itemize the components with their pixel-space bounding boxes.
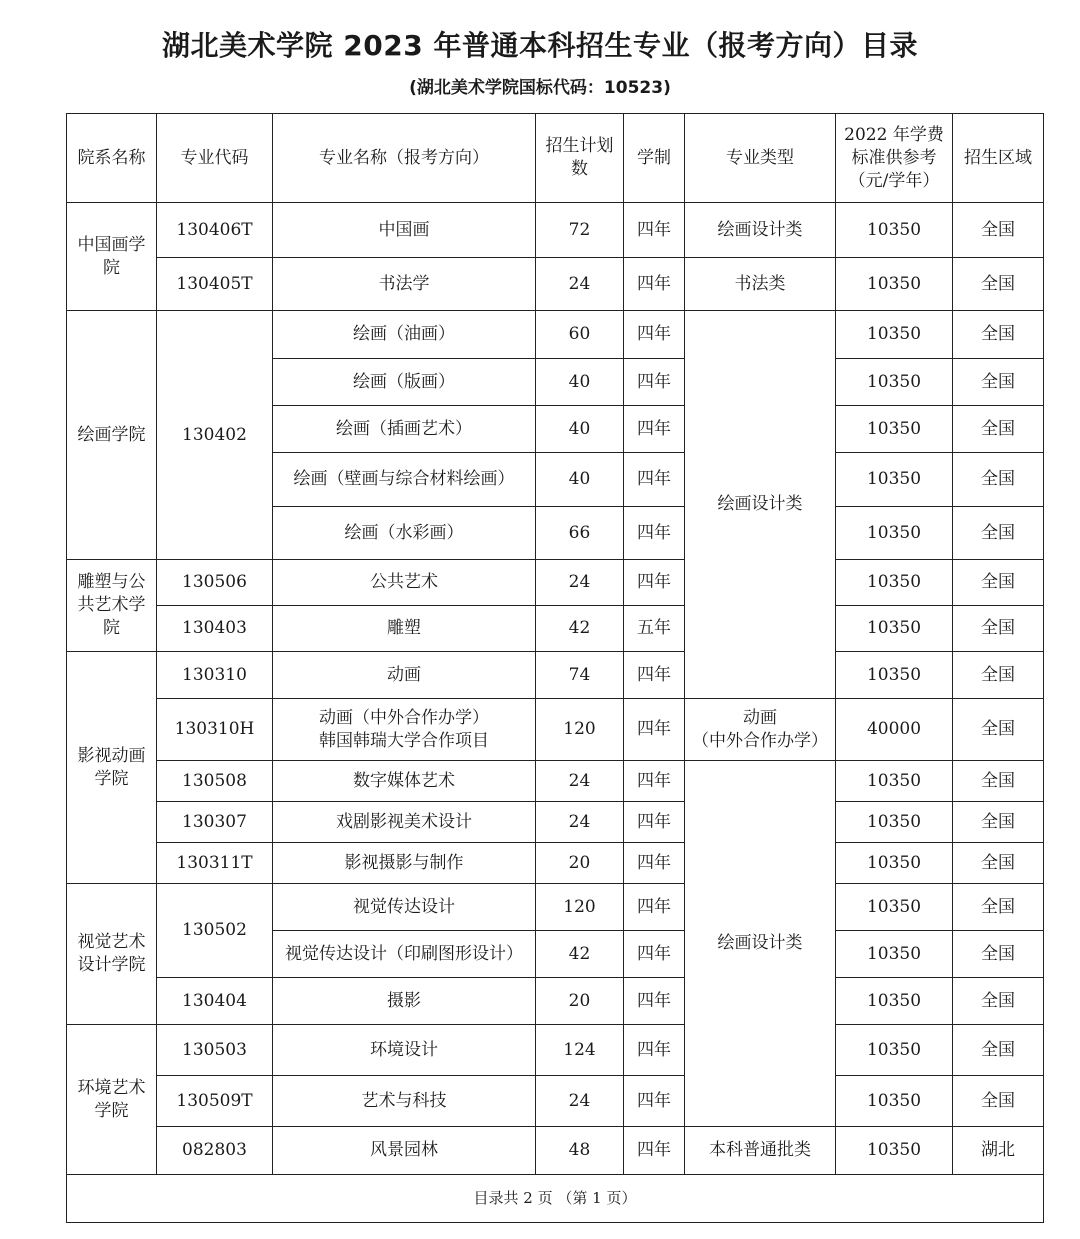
table-row: [67, 311, 1044, 359]
region-cell: 全国: [953, 406, 1044, 453]
duration-cell: 四年: [624, 258, 685, 311]
code-cell: 130403: [157, 606, 273, 652]
fee-cell: 10350: [836, 311, 953, 359]
header-fee-line3: （元/学年）: [848, 170, 940, 191]
plan-cell: 24: [536, 1076, 624, 1127]
plan-cell: 24: [536, 560, 624, 606]
code-cell: 130406T: [157, 203, 273, 258]
code-cell: 130311T: [157, 843, 273, 884]
name-cell: 雕塑: [273, 606, 536, 652]
dept-cell: [67, 203, 157, 311]
catalog-table: [66, 113, 1044, 1223]
dept-line: 院: [103, 257, 120, 278]
type-line: 动画: [743, 707, 777, 728]
duration-cell: 四年: [624, 453, 685, 507]
duration-cell: 四年: [624, 1076, 685, 1127]
fee-cell: 10350: [836, 359, 953, 406]
name-cell: 中国画: [273, 203, 536, 258]
header-type: 专业类型: [685, 114, 836, 203]
duration-cell: 四年: [624, 507, 685, 560]
name-cell: 影视摄影与制作: [273, 843, 536, 884]
name-cell: 绘画（插画艺术）: [273, 406, 536, 453]
duration-cell: 四年: [624, 560, 685, 606]
table-row: [67, 606, 1044, 652]
duration-cell: 四年: [624, 1127, 685, 1175]
region-cell: 全国: [953, 843, 1044, 884]
duration-cell: 四年: [624, 1025, 685, 1076]
name-cell: 风景园林: [273, 1127, 536, 1175]
fee-cell: 10350: [836, 406, 953, 453]
header-plan-line1: 招生计划: [545, 136, 614, 156]
fee-cell: 10350: [836, 931, 953, 978]
header-duration: 学制: [624, 114, 685, 203]
duration-cell: 四年: [624, 652, 685, 699]
name-cell: 绘画（油画）: [273, 311, 536, 359]
header-plan-line2: 数: [571, 159, 588, 179]
fee-cell: 10350: [836, 258, 953, 311]
region-cell: 全国: [953, 606, 1044, 652]
name-cell: 绘画（壁画与综合材料绘画）: [273, 453, 536, 507]
plan-cell: 40: [536, 406, 624, 453]
header-dept: 院系名称: [67, 114, 157, 203]
table-row: [67, 761, 1044, 802]
region-cell: 全国: [953, 359, 1044, 406]
dept-line: 雕塑与公: [77, 572, 146, 592]
duration-cell: 四年: [624, 843, 685, 884]
type-cell: 本科普通批类: [685, 1127, 836, 1175]
dept-line: 影视动画: [77, 745, 146, 766]
type-cell: [685, 699, 836, 761]
fee-cell: 10350: [836, 1076, 953, 1127]
dept-cell: [67, 884, 157, 1025]
header-fee-line1: 2022 年学费: [844, 124, 944, 145]
name-line: 韩国韩瑞大学合作项目: [319, 730, 489, 751]
code-cell: 130509T: [157, 1076, 273, 1127]
name-cell: 公共艺术: [273, 560, 536, 606]
dept-cell: [67, 1025, 157, 1175]
fee-cell: 10350: [836, 761, 953, 802]
fee-cell: 10350: [836, 606, 953, 652]
table-row: [67, 884, 1044, 931]
region-cell: 湖北: [953, 1127, 1044, 1175]
dept-line: 视觉艺术: [77, 932, 146, 952]
name-cell: 艺术与科技: [273, 1076, 536, 1127]
region-cell: 全国: [953, 560, 1044, 606]
region-cell: 全国: [953, 311, 1044, 359]
name-cell: 绘画（水彩画）: [273, 507, 536, 560]
code-cell: 130502: [157, 884, 273, 978]
table-row: [67, 699, 1044, 761]
fee-cell: 10350: [836, 1025, 953, 1076]
plan-cell: 24: [536, 258, 624, 311]
region-cell: 全国: [953, 453, 1044, 507]
region-cell: 全国: [953, 1025, 1044, 1076]
code-cell: 130310: [157, 652, 273, 699]
fee-cell: 10350: [836, 507, 953, 560]
plan-cell: 20: [536, 978, 624, 1025]
table-row: [67, 560, 1044, 606]
duration-cell: 四年: [624, 978, 685, 1025]
dept-line: 中国画学: [77, 234, 146, 255]
plan-cell: 74: [536, 652, 624, 699]
region-cell: 全国: [953, 1076, 1044, 1127]
dept-line: 设计学院: [77, 955, 146, 975]
name-cell: 书法学: [273, 258, 536, 311]
name-cell: 动画: [273, 652, 536, 699]
region-cell: 全国: [953, 802, 1044, 843]
duration-cell: 四年: [624, 311, 685, 359]
region-cell: 全国: [953, 507, 1044, 560]
footer-row: [67, 1175, 1044, 1223]
header-fee: [836, 114, 953, 203]
plan-cell: 72: [536, 203, 624, 258]
duration-cell: 四年: [624, 359, 685, 406]
region-cell: 全国: [953, 884, 1044, 931]
fee-cell: 10350: [836, 843, 953, 884]
table-row: [67, 652, 1044, 699]
code-cell: 082803: [157, 1127, 273, 1175]
plan-cell: 120: [536, 699, 624, 761]
fee-cell: 10350: [836, 802, 953, 843]
name-cell: 数字媒体艺术: [273, 761, 536, 802]
name-cell: 环境设计: [273, 1025, 536, 1076]
fee-cell: 10350: [836, 203, 953, 258]
table-row: [67, 843, 1044, 884]
code-cell: 130506: [157, 560, 273, 606]
fee-cell: 10350: [836, 453, 953, 507]
fee-cell: 10350: [836, 560, 953, 606]
table-row: [67, 978, 1044, 1025]
dept-line: 学院: [94, 1100, 129, 1121]
name-cell: 视觉传达设计: [273, 884, 536, 931]
duration-cell: 四年: [624, 203, 685, 258]
table-row: [67, 802, 1044, 843]
fee-cell: 10350: [836, 978, 953, 1025]
type-cell: 绘画设计类: [685, 203, 836, 258]
table-row: [67, 258, 1044, 311]
fee-cell: 10350: [836, 1127, 953, 1175]
header-name: 专业名称（报考方向）: [273, 114, 536, 203]
plan-cell: 20: [536, 843, 624, 884]
table-row: [67, 1127, 1044, 1175]
name-cell: 绘画（版画）: [273, 359, 536, 406]
region-cell: 全国: [953, 978, 1044, 1025]
name-cell: [273, 699, 536, 761]
duration-cell: 四年: [624, 761, 685, 802]
type-line: （中外合作办学）: [692, 730, 828, 751]
plan-cell: 24: [536, 761, 624, 802]
region-cell: 全国: [953, 931, 1044, 978]
plan-cell: 66: [536, 507, 624, 560]
page-subtitle: (湖北美术学院国标代码：10523): [409, 78, 671, 98]
table-row: [67, 203, 1044, 258]
region-cell: 全国: [953, 761, 1044, 802]
table-row: [67, 1025, 1044, 1076]
name-cell: 视觉传达设计（印刷图形设计）: [273, 931, 536, 978]
dept-line: 环境艺术: [77, 1077, 146, 1098]
region-cell: 全国: [953, 652, 1044, 699]
code-cell: 130503: [157, 1025, 273, 1076]
plan-cell: 42: [536, 931, 624, 978]
type-cell: 绘画设计类: [685, 311, 836, 699]
dept-line: 院: [103, 618, 120, 638]
plan-cell: 48: [536, 1127, 624, 1175]
name-cell: 摄影: [273, 978, 536, 1025]
code-cell: 130404: [157, 978, 273, 1025]
duration-cell: 四年: [624, 802, 685, 843]
fee-cell: 10350: [836, 884, 953, 931]
code-cell: 130307: [157, 802, 273, 843]
page-title: 湖北美术学院 2023 年普通本科招生专业（报考方向）目录: [162, 29, 918, 62]
dept-cell: [67, 560, 157, 652]
plan-cell: 40: [536, 453, 624, 507]
header-region: 招生区域: [953, 114, 1044, 203]
plan-cell: 60: [536, 311, 624, 359]
table-row: [67, 1076, 1044, 1127]
dept-cell: [67, 652, 157, 884]
header-plan: [536, 114, 624, 203]
duration-cell: 四年: [624, 699, 685, 761]
page-footer: 目录共 2 页 （第 1 页）: [67, 1175, 1044, 1223]
plan-cell: 124: [536, 1025, 624, 1076]
header-row: [67, 114, 1044, 203]
region-cell: 全国: [953, 699, 1044, 761]
type-cell: 绘画设计类: [685, 761, 836, 1127]
fee-cell: 10350: [836, 652, 953, 699]
duration-cell: 四年: [624, 884, 685, 931]
plan-cell: 42: [536, 606, 624, 652]
fee-cell: 40000: [836, 699, 953, 761]
plan-cell: 24: [536, 802, 624, 843]
region-cell: 全国: [953, 258, 1044, 311]
name-cell: 戏剧影视美术设计: [273, 802, 536, 843]
region-cell: 全国: [953, 203, 1044, 258]
header-fee-line2: 标准供参考: [851, 147, 937, 168]
dept-line: 学院: [94, 768, 129, 789]
code-cell: 130310H: [157, 699, 273, 761]
duration-cell: 五年: [624, 606, 685, 652]
plan-cell: 40: [536, 359, 624, 406]
code-cell: 130405T: [157, 258, 273, 311]
code-cell: 130402: [157, 311, 273, 560]
duration-cell: 四年: [624, 931, 685, 978]
plan-cell: 120: [536, 884, 624, 931]
duration-cell: 四年: [624, 406, 685, 453]
dept-cell: 绘画学院: [67, 311, 157, 560]
header-code: 专业代码: [157, 114, 273, 203]
dept-line: 共艺术学: [77, 595, 146, 615]
type-cell: 书法类: [685, 258, 836, 311]
name-line: 动画（中外合作办学）: [319, 707, 489, 728]
code-cell: 130508: [157, 761, 273, 802]
